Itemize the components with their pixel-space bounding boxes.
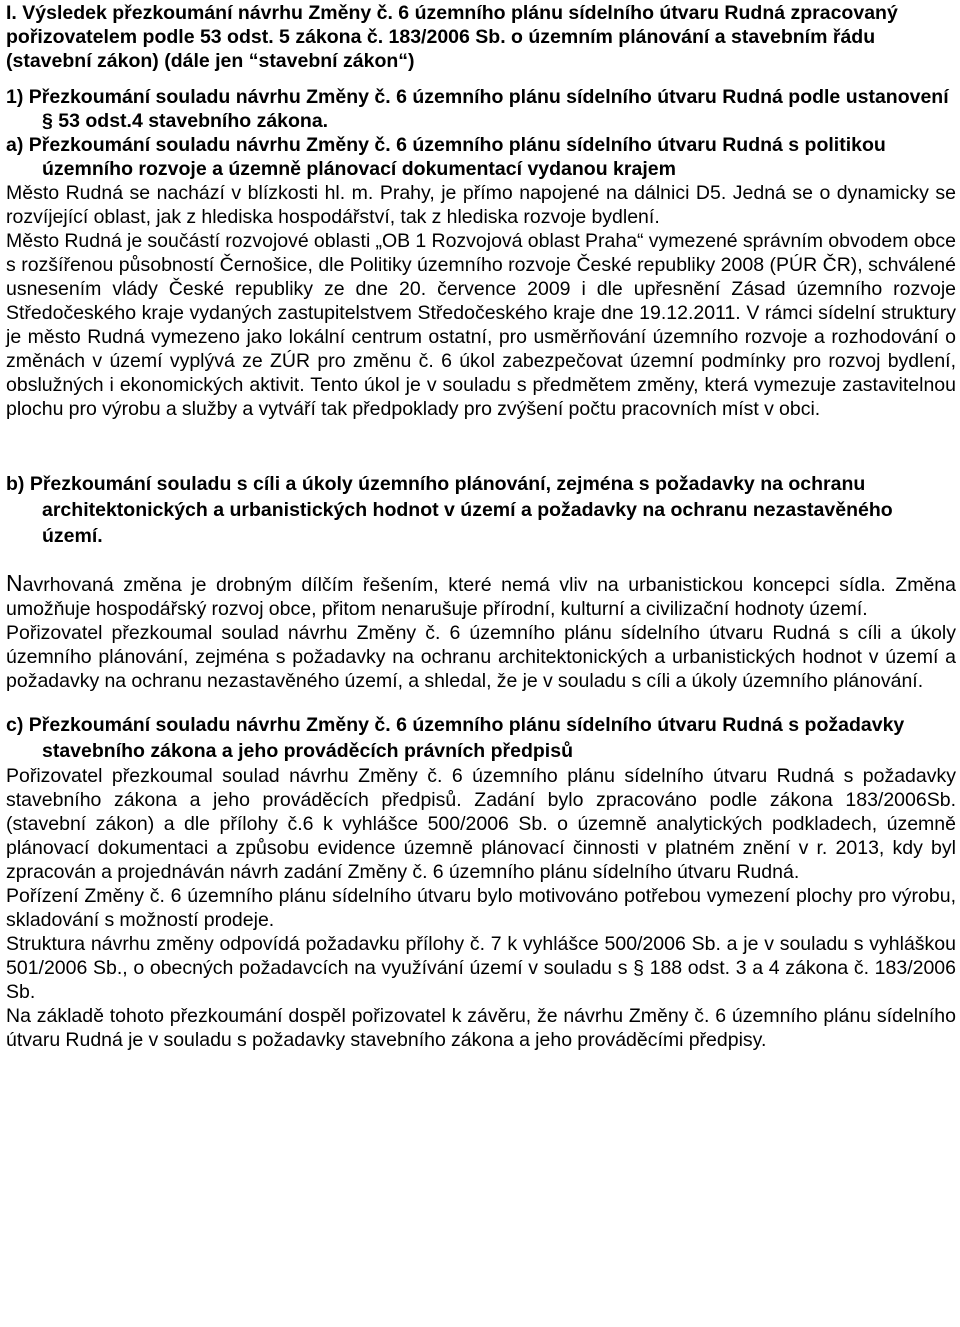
section-i-heading: I. Výsledek přezkoumání návrhu Změny č. 6 územního plánu sídelního útvaru Rudná zpracovaný pořizovatelem podle 53 odst. 5 zákona č. 183/2006 Sb. o územním plánování a stavebním řádu (stavební zákon) (dále jen “stavební zákon“) xyxy=(6,2,898,72)
part-a-paragraph-1: Město Rudná se nachází v blízkosti hl. m. Prahy, je přímo napojené na dálnici D5. Jedná se o dynamicky se rozvíjející oblast, jak z hlediska hospodářství, tak z hlediska rozvoje bydlení. xyxy=(6,182,956,228)
part-b-initial: N xyxy=(6,570,23,596)
part-c-paragraph-1: Pořizovatel přezkoumal soulad návrhu Změny č. 6 územního plánu sídelního útvaru Rudná s požadavky stavebního zákona a jeho prováděcích předpisů. Zadání bylo zpracováno podle zákona 183/2006Sb. (stavební zákon) a dle přílohy č.6 k vyhlášce 500/2006 Sb. o územně analytických podkladech, územně plánovací dokumentaci a způsobu evidence územně plánovací činnosti v platném znění v r. 2013, kdy byl zpracován a projednáván návrh zadání Změny č. 6 územního plánu sídelního útvaru Rudná. xyxy=(6,765,956,883)
part-a-heading: a) Přezkoumání souladu návrhu Změny č. 6 územního plánu sídelního útvaru Rudná s politikou územního rozvoje a územně plánovací dokumentací vydanou krajem xyxy=(6,134,886,180)
part-c-paragraph-4: Na základě tohoto přezkoumání dospěl pořizovatel k závěru, že návrhu Změny č. 6 územního plánu sídelního útvaru Rudná je v souladu s požadavky stavebního zákona a jeho prováděcími předpisy. xyxy=(6,1005,956,1051)
part-a-paragraph-2: Město Rudná je součástí rozvojové oblasti „OB 1 Rozvojová oblast Praha“ vymezené správním obvodem obce s rozšířenou působností Černošice, dle Politiky územního rozvoje České republiky 2008 (PÚR ČR), schválené usnesením vlády České republiky ze dne 20. července 2009 i dle upřesnění Zásad územního rozvoje Středočeského kraje vydaných zastupitelstvem Středočeského kraje dne 19.12.2011. V rámci sídelní struktury je město Rudná vymezeno jako lokální centrum ostatní, pro usměrňování územního rozvoje a rozhodování o změnách v území vyplývá ze ZÚR pro změnu č. 6 úkol zabezpečovat územní podmínky pro rozvoj bydlení, obslužných i ekonomických aktivit. Tento úkol je v souladu s předmětem změny, která vymezuje zastavitelnou plochu pro výrobu a služby a vytváří tak předpoklady pro zvýšení počtu pracovních míst v obci. xyxy=(6,230,956,420)
document-page xyxy=(6,0,956,1052)
part-b-paragraph-2: Pořizovatel přezkoumal soulad návrhu Změny č. 6 územního plánu sídelního útvaru Rudná s cíli a úkoly územního plánování, zejména s požadavky na ochranu architektonických a urbanistických hodnot v území a požadavky na ochranu nezastavěného území, a shledal, že je v souladu s cíli a úkoly územního plánování. xyxy=(6,622,956,692)
part-b-paragraph-1 xyxy=(6,571,956,621)
part-c-heading: c) Přezkoumání souladu návrhu Změny č. 6 územního plánu sídelního útvaru Rudná s požadavky stavebního zákona a jeho prováděcích právních předpisů xyxy=(6,714,905,762)
part-c-paragraph-2: Pořízení Změny č. 6 územního plánu sídelního útvaru bylo motivováno potřebou vymezení plochy pro výrobu, skladování s možností prodeje. xyxy=(6,885,956,931)
part-b-heading: b) Přezkoumání souladu s cíli a úkoly územního plánování, zejména s požadavky na ochranu architektonických a urbanistických hodnot v území a požadavky na ochranu nezastavěného území. xyxy=(6,473,893,547)
part-b-paragraph-1-text: avrhovaná změna je drobným dílčím řešením, které nemá vliv na urbanistickou koncepci sídla. Změna umožňuje hospodářský rozvoj obce, přitom nenarušuje přírodní, kulturní a civilizační hodnoty území. xyxy=(6,574,956,620)
part-1-heading: 1) Přezkoumání souladu návrhu Změny č. 6 územního plánu sídelního útvaru Rudná podle ustanovení § 53 odst.4 stavebního zákona. xyxy=(6,86,949,132)
part-c-paragraph-3: Struktura návrhu změny odpovídá požadavku přílohy č. 7 k vyhlášce 500/2006 Sb. a je v souladu s vyhláškou 501/2006 Sb., o obecných požadavcích na využívání území v souladu s § 188 odst. 3 a 4 zákona č. 183/2006 Sb. xyxy=(6,933,956,1003)
